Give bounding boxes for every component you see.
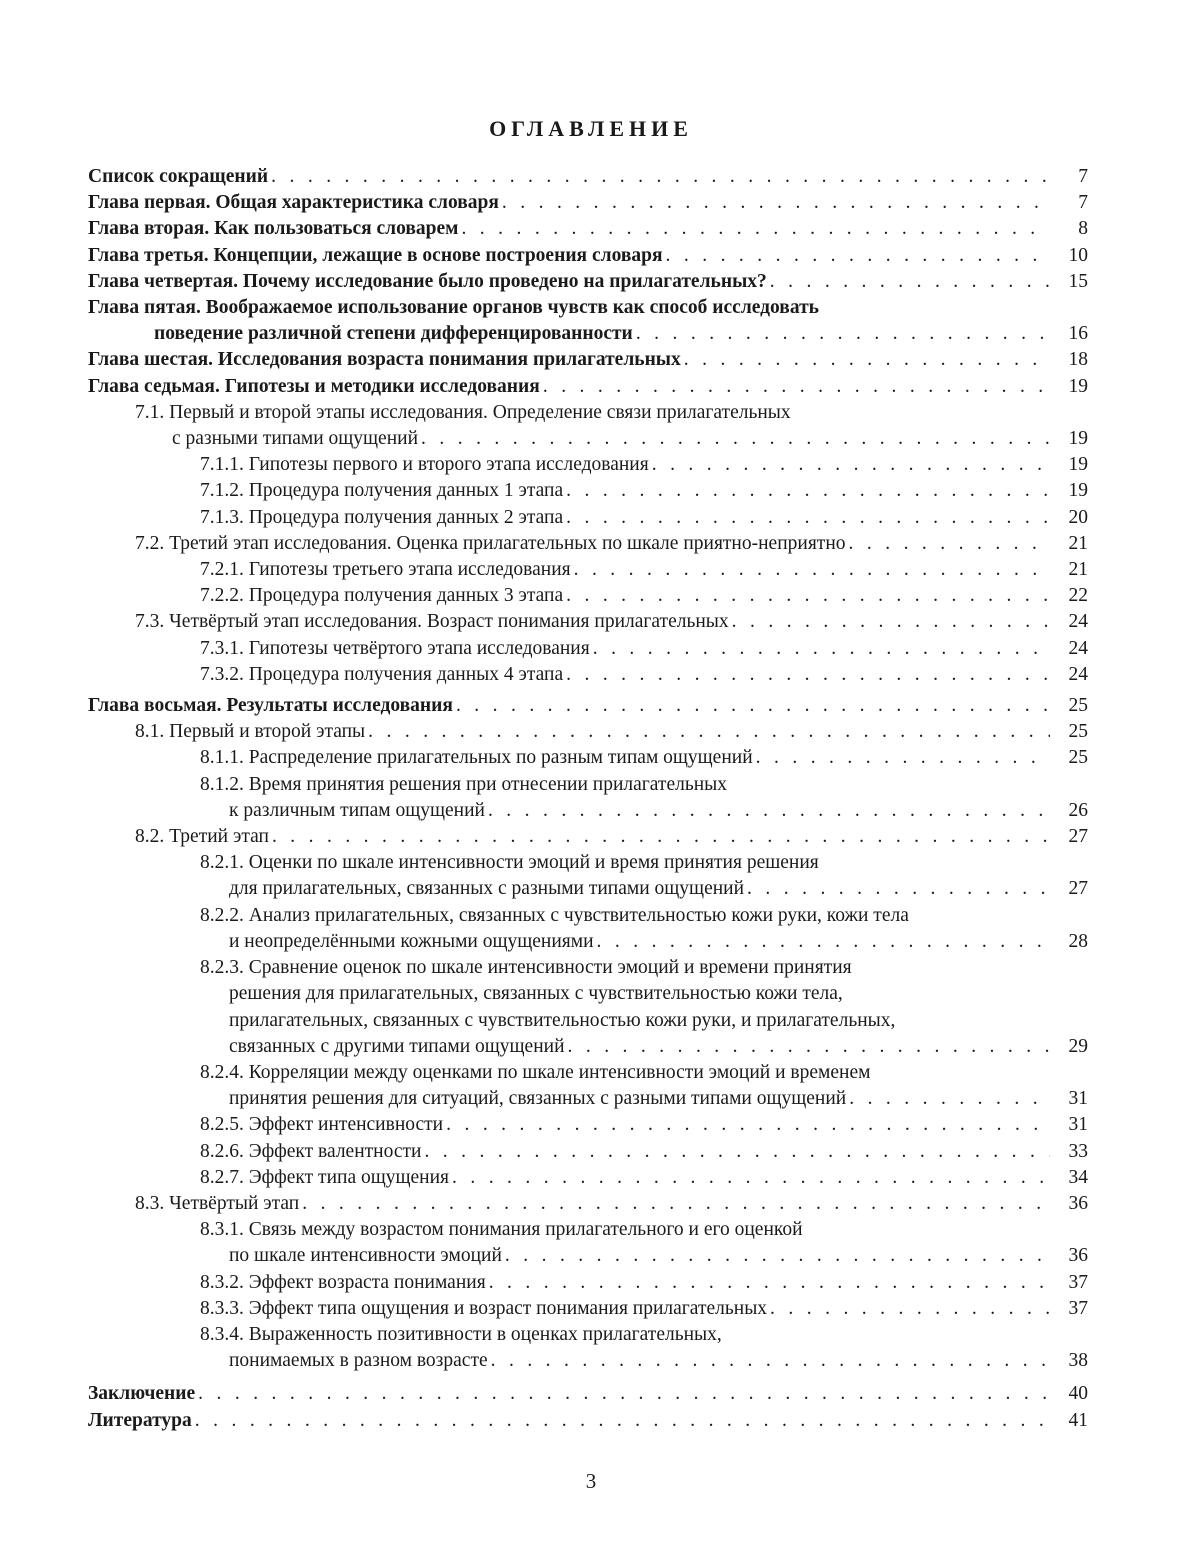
toc-entry-text: Глава третья. Концепции, лежащие в основе построения словаря — [88, 244, 663, 266]
toc-entry[interactable] — [88, 824, 1088, 850]
dot-leader — [756, 745, 1050, 771]
dot-leader — [489, 1270, 1050, 1296]
toc-entry-text: по шкале интенсивности эмоций — [229, 1245, 502, 1267]
toc-page-number: 40 — [1068, 1383, 1088, 1405]
toc-entry-text: Заключение — [88, 1383, 196, 1405]
dot-leader — [574, 557, 1050, 583]
dot-leader — [456, 693, 1050, 719]
toc-entry-text: 7.3. Четвёртый этап исследования. Возраст понимания прилагательных — [135, 611, 729, 633]
dot-leader — [368, 719, 1050, 745]
dot-leader — [271, 164, 1050, 190]
dot-leader — [502, 190, 1050, 216]
dot-leader — [636, 321, 1050, 347]
toc-entry[interactable] — [88, 505, 1088, 531]
toc-page-number: 10 — [1068, 244, 1088, 266]
toc-entry-text: 8.2.2. Анализ прилагательных, связанных с чувствительностью кожи руки, кожи тела — [200, 904, 909, 926]
dot-leader — [566, 583, 1050, 609]
toc-entry-text: 7.2. Третий этап исследования. Оценка прилагательных по шкале приятно-неприятно — [135, 532, 846, 554]
toc-entry[interactable] — [88, 850, 1088, 902]
toc-entry-text: поведение различной степени дифференцированности — [154, 323, 633, 345]
toc-entry-text: Глава седьмая. Гипотезы и методики исследования — [88, 375, 540, 397]
toc-page-number: 8 — [1078, 218, 1088, 240]
toc-page-number: 37 — [1068, 1297, 1088, 1319]
toc-entry-text: 7.3.1. Гипотезы четвёртого этапа исследования — [200, 637, 590, 659]
dot-leader — [849, 1086, 1050, 1112]
dot-leader — [421, 426, 1050, 452]
toc-page-number: 28 — [1068, 930, 1088, 952]
toc-entry-text: Литература — [88, 1409, 192, 1431]
toc-entry-text: связанных с другими типами ощущений — [229, 1035, 565, 1057]
toc-entry[interactable] — [88, 636, 1088, 662]
dot-leader — [652, 452, 1050, 478]
toc-entry-text: решения для прилагательных, связанных с чувствительностью кожи тела, — [229, 983, 843, 1005]
toc-entry-text: для прилагательных, связанных с разными типами ощущений — [229, 878, 745, 900]
toc-entry[interactable] — [88, 478, 1088, 504]
toc-entry-text: 7.1.3. Процедура получения данных 2 этапа — [200, 506, 564, 528]
toc-entry[interactable] — [88, 1296, 1088, 1322]
toc-page-number: 24 — [1068, 611, 1088, 633]
dot-leader — [566, 505, 1050, 531]
toc-entry-text: 7.1.1. Гипотезы первого и второго этапа исследования — [200, 454, 649, 476]
toc-entry-text: Глава шестая. Исследования возраста понимания прилагательных — [88, 349, 681, 371]
toc-entry[interactable] — [88, 1112, 1088, 1138]
toc-page-number: 19 — [1068, 480, 1088, 502]
toc-entry[interactable] — [88, 295, 1088, 347]
dot-leader — [302, 1191, 1050, 1217]
dot-leader — [770, 1296, 1050, 1322]
toc-page-number: 37 — [1068, 1271, 1088, 1293]
toc-entry[interactable] — [88, 216, 1088, 242]
toc-entry[interactable] — [88, 374, 1088, 400]
toc-entry-text: 8.2.5. Эффект интенсивности — [200, 1114, 444, 1136]
toc-page-number: 7 — [1078, 192, 1088, 214]
toc-entry-text: с разными типами ощущений — [172, 428, 419, 450]
toc-entry-text: Глава четвертая. Почему исследование было проведено на прилагательных? — [88, 270, 767, 292]
toc-page-number: 19 — [1068, 454, 1088, 476]
toc-entry[interactable] — [88, 190, 1088, 216]
toc-entry[interactable] — [88, 583, 1088, 609]
toc-entry[interactable] — [88, 1270, 1088, 1296]
toc-page-number: 24 — [1068, 637, 1088, 659]
dot-leader — [849, 531, 1050, 557]
toc-entry-text: прилагательных, связанных с чувствительностью кожи руки, и прилагательных, — [229, 1009, 896, 1031]
toc-entry-text: 8.3.3. Эффект типа ощущения и возраст понимания прилагательных — [200, 1297, 768, 1319]
page-number: 3 — [585, 1469, 597, 1493]
dot-leader — [272, 824, 1050, 850]
toc-entry-text: 8.2.1. Оценки по шкале интенсивности эмоций и время принятия решения — [200, 852, 819, 874]
toc-entry-text: Список сокращений — [88, 166, 269, 187]
toc-page-number: 16 — [1068, 323, 1088, 345]
toc-page-number: 25 — [1068, 747, 1088, 769]
toc-page-number: 25 — [1068, 721, 1088, 743]
toc-entry-text: 8.2.4. Корреляции между оценками по шкале интенсивности эмоций и временем — [200, 1061, 871, 1083]
toc-page-number: 36 — [1068, 1245, 1088, 1267]
toc-entry[interactable] — [88, 531, 1088, 557]
toc-entry[interactable] — [88, 1139, 1088, 1165]
toc-page-number: 26 — [1068, 799, 1088, 821]
toc-entry[interactable] — [88, 1217, 1088, 1269]
toc-page-number: 21 — [1068, 559, 1088, 581]
toc-entry[interactable] — [88, 347, 1088, 373]
toc-entry-text: 8.2.3. Сравнение оценок по шкале интенсивности эмоций и времени принятия — [200, 957, 852, 979]
dot-leader — [424, 1139, 1050, 1165]
toc-page-number: 27 — [1068, 826, 1088, 848]
toc-page-number: 33 — [1068, 1140, 1088, 1162]
dot-leader — [488, 798, 1050, 824]
toc-entry-text: 8.2.7. Эффект типа ощущения — [200, 1166, 449, 1188]
dot-leader — [732, 609, 1050, 635]
toc-page-number: 27 — [1068, 878, 1088, 900]
toc-entry[interactable] — [88, 164, 1088, 190]
toc-entry[interactable] — [88, 1060, 1088, 1112]
toc-entry[interactable] — [88, 400, 1088, 452]
dot-leader — [566, 478, 1050, 504]
toc-entry-text: 7.3.2. Процедура получения данных 4 этапа — [200, 663, 564, 685]
toc-entry-text: Глава пятая. Воображаемое использование органов чувств как способ исследовать — [88, 297, 819, 319]
toc-entry[interactable] — [88, 662, 1088, 688]
toc-entry[interactable] — [88, 955, 1088, 1060]
toc-page-number: 36 — [1068, 1192, 1088, 1214]
dot-leader — [597, 929, 1050, 955]
toc-page-number: 19 — [1068, 428, 1088, 450]
toc-page-number: 7 — [1078, 166, 1088, 187]
dot-leader — [543, 374, 1050, 400]
toc-entry-text: 8.3.2. Эффект возраста понимания — [200, 1271, 486, 1293]
toc-page-number: 18 — [1068, 349, 1088, 371]
toc-page-number: 22 — [1068, 585, 1088, 607]
toc-entry[interactable] — [88, 1408, 1088, 1434]
toc-entry[interactable] — [88, 452, 1088, 478]
toc-entry-text: 8.3.1. Связь между возрастом понимания прилагательного и его оценкой — [200, 1219, 803, 1241]
toc-page-number: 38 — [1068, 1350, 1088, 1372]
toc-entry-text: 8.3. Четвёртый этап — [135, 1192, 300, 1214]
toc-entry[interactable] — [88, 772, 1088, 824]
toc-entry-text: Глава восьмая. Результаты исследования — [88, 695, 453, 717]
toc-entry[interactable] — [88, 557, 1088, 583]
toc-entry-text: 8.1. Первый и второй этапы — [135, 721, 366, 743]
toc-page-number: 29 — [1068, 1035, 1088, 1057]
toc-entry-text: Глава первая. Общая характеристика словаря — [88, 192, 499, 214]
dot-leader — [568, 1034, 1051, 1060]
toc-entry[interactable] — [88, 903, 1088, 955]
dot-leader — [684, 347, 1050, 373]
toc-entry-text: 8.2.6. Эффект валентности — [200, 1140, 422, 1162]
page-title: ОГЛАВЛЕНИЕ — [489, 116, 693, 141]
toc-page-number: 25 — [1068, 695, 1088, 717]
toc-entry-text: 7.1.2. Процедура получения данных 1 этапа — [200, 480, 564, 502]
toc-page-number: 31 — [1068, 1114, 1088, 1136]
toc-entry-text: 8.2. Третий этап — [135, 826, 269, 848]
dot-leader — [461, 216, 1050, 242]
dot-leader — [452, 1165, 1050, 1191]
toc-entry-text: 8.3.4. Выраженность позитивности в оценках прилагательных, — [200, 1323, 722, 1345]
toc-entry[interactable] — [88, 1322, 1088, 1374]
toc-entry[interactable] — [88, 243, 1088, 269]
toc-page-number: 31 — [1068, 1088, 1088, 1110]
toc-entry[interactable] — [88, 1381, 1088, 1407]
toc-entry-text: понимаемых в разном возрасте — [229, 1350, 488, 1372]
toc-entry-text: 8.1.1. Распределение прилагательных по разным типам ощущений — [200, 747, 753, 769]
dot-leader — [747, 876, 1050, 902]
dot-leader — [770, 269, 1050, 295]
toc-entry[interactable] — [88, 1191, 1088, 1217]
toc-entry[interactable] — [88, 745, 1088, 771]
dot-leader — [666, 243, 1050, 269]
toc-entry-text: 7.2.1. Гипотезы третьего этапа исследования — [200, 559, 571, 581]
dot-leader — [195, 1408, 1050, 1434]
toc-page-number: 20 — [1068, 506, 1088, 528]
toc-entry[interactable] — [88, 269, 1088, 295]
toc-entry-text: к различным типам ощущений — [229, 799, 485, 821]
toc-entry[interactable] — [88, 719, 1088, 745]
table-of-contents — [88, 164, 1088, 1434]
toc-entry-text: 7.1. Первый и второй этапы исследования. Определение связи прилагательных — [135, 401, 791, 423]
toc-page-number: 15 — [1068, 270, 1088, 292]
toc-entry[interactable] — [88, 609, 1088, 635]
toc-entry-text: и неопределёнными кожными ощущениями — [229, 930, 594, 952]
toc-entry[interactable] — [88, 693, 1088, 719]
dot-leader — [198, 1381, 1050, 1407]
toc-entry-text: Глава вторая. Как пользоваться словарем — [88, 218, 459, 240]
dot-leader — [491, 1348, 1050, 1374]
dot-leader — [505, 1243, 1050, 1269]
toc-page-number: 19 — [1068, 375, 1088, 397]
dot-leader — [446, 1112, 1050, 1138]
toc-page-number: 41 — [1068, 1409, 1088, 1431]
toc-entry[interactable] — [88, 1165, 1088, 1191]
toc-entry-text: 8.1.2. Время принятия решения при отнесении прилагательных — [200, 773, 728, 795]
toc-page-number: 34 — [1068, 1166, 1088, 1188]
toc-entry-text: принятия решения для ситуаций, связанных с разными типами ощущений — [229, 1088, 847, 1110]
toc-page-number: 21 — [1068, 532, 1088, 554]
toc-page-number: 24 — [1068, 663, 1088, 685]
toc-entry-text: 7.2.2. Процедура получения данных 3 этапа — [200, 585, 564, 607]
dot-leader — [593, 636, 1050, 662]
dot-leader — [566, 662, 1050, 688]
